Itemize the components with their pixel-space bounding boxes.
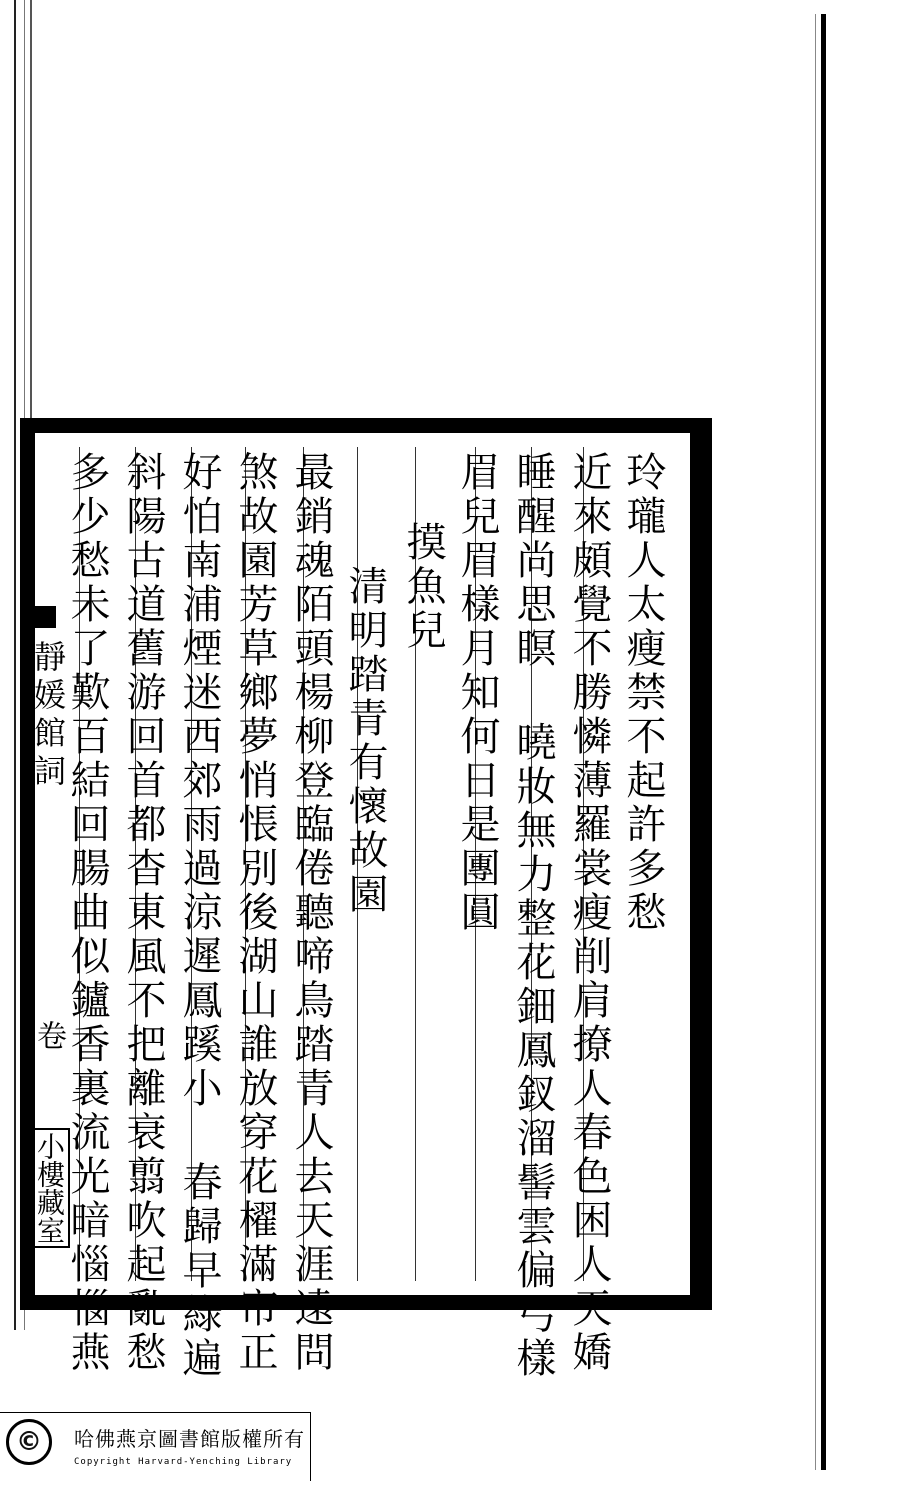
- text-column-9: 好怕南浦煙迷西郊雨過涼遲鳳蹊小 春歸早綠遍: [176, 451, 222, 1381]
- copyright-stamp: [0, 1412, 311, 1481]
- right-margin-rule: [821, 14, 826, 1470]
- spine-fish-tail-mark: [26, 606, 56, 628]
- text-column-1: 玲瓏人太瘦禁不起許多愁: [620, 451, 666, 935]
- text-column-11: 多少愁未了歎百結回腸曲似鑪香裏流光暗惱惱燕: [64, 451, 110, 1375]
- section-heading: 摸魚兒: [400, 521, 446, 653]
- text-column-3: 睡醒尚思瞑 曉妝無力整花鈿鳳釵溜髻雲偏弓樣: [510, 451, 556, 1381]
- text-column-2: 近來頗覺不勝憐薄羅裳瘦削肩撩人春色困人天嬌: [566, 451, 612, 1375]
- text-column-7: 最銷魂陌頭楊柳登臨倦聽啼鳥踏青人去天涯遠問: [288, 451, 334, 1375]
- spine-press-mark: 小樓藏室: [28, 1128, 70, 1248]
- spine-title: 靜媛館詞: [29, 640, 67, 792]
- text-column-8: 煞故園芳草鄉夢悄悵別後湖山誰放穿花櫂滿帘正: [232, 451, 278, 1375]
- page-edge-inner: [30, 0, 32, 430]
- text-frame: [20, 418, 712, 1381]
- section-subtitle: 清明踏青有懷故園: [342, 565, 388, 917]
- copyright-chinese: 哈佛燕京圖書館版權所有: [74, 1427, 305, 1451]
- copyright-english: Copyright Harvard-Yenching Library: [74, 1457, 293, 1467]
- spine-volume-marker: 卷: [31, 1020, 66, 1050]
- right-margin-rule-thin: [815, 14, 816, 1470]
- copyright-icon: ©: [6, 1419, 52, 1465]
- text-column-4: 眉兒眉樣月知何日是團圓: [454, 451, 500, 935]
- text-column-10: 斜陽古道舊游回首都杳東風不把離衰翦吹起亂愁: [120, 451, 166, 1375]
